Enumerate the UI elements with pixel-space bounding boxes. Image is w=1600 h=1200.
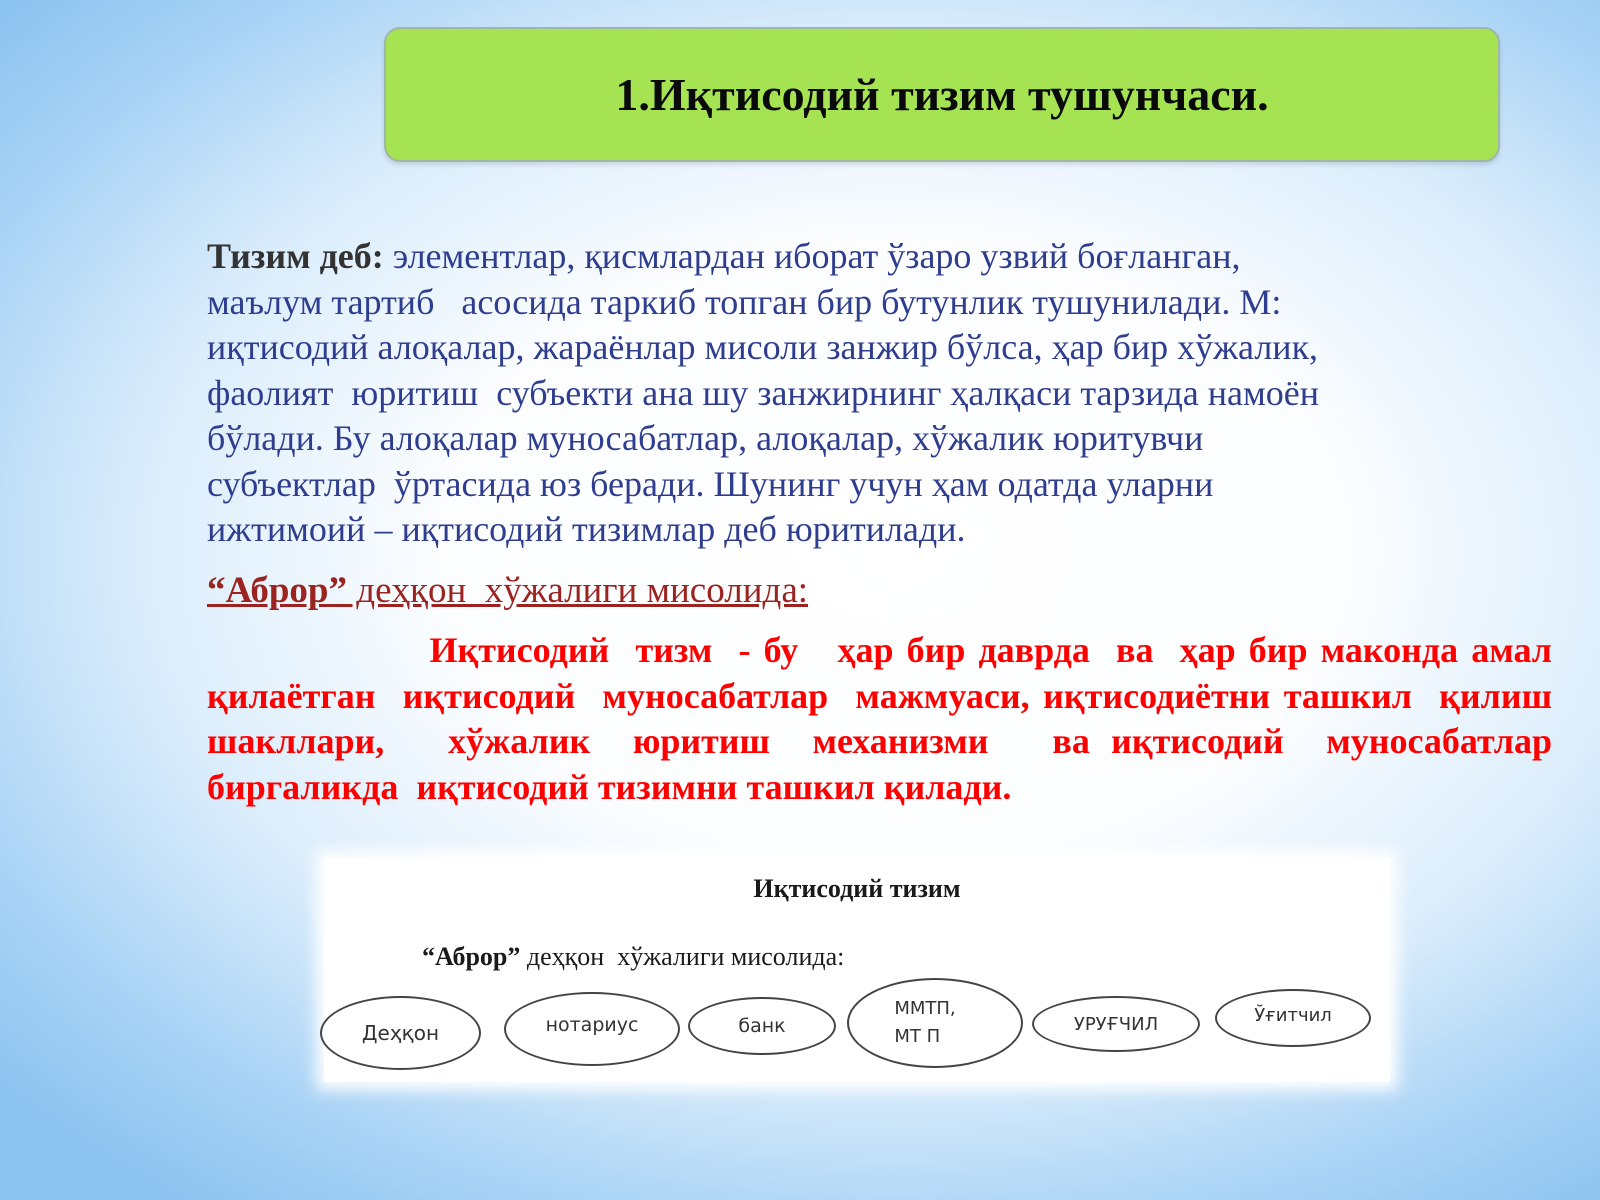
diagram-node-dehqon: Деҳқон: [320, 996, 481, 1070]
diagram-caption: [422, 942, 844, 972]
diagram-caption-rest: деҳқон хўжалиги мисолида:: [520, 942, 845, 971]
economic-system-paragraph: Иқтисодий тизм - бу ҳар бир даврда ва ҳар бир маконда амал қилаётган иқтисодий муносабатлар мажмуаси, иқтисодиётни ташкил қилиш шакллари, хўжалик юритиш механизми ва иқтисодий муносабатлар биргаликда иқтисодий тизимни ташкил қилади.: [207, 630, 1570, 807]
slide-title: 1.Иқтисодий тизим тушунчаси.: [615, 69, 1269, 120]
definition-line: иқтисодий алоқалар, жараёнлар мисоли занжир бўлса, ҳар бир хўжалик,: [207, 327, 1319, 367]
definition-line: субъектлар ўртасида юз беради. Шунинг учун ҳам одатда уларни: [207, 463, 1214, 504]
definition-line: ижтимоий – иқтисодий тизимлар деб юритилади.: [207, 509, 966, 549]
economic-system-diagram: [324, 858, 1390, 1082]
definition-line: бўлади. Бу алоқалар муносабатлар, алоқалар, хўжалик юритувчи: [207, 418, 1204, 458]
definition-line: фаолият юритиш субъекти ана шу занжирнинг ҳалқаси тарзида намоён: [207, 372, 1320, 413]
diagram-title: Иқтисодий тизим: [753, 874, 961, 903]
diagram-node-uruchil: УРУҒЧИЛ: [1032, 996, 1200, 1052]
diagram-caption-name: “Аброр”: [422, 942, 521, 971]
definition-line: элементлар, қисмлардан иборат ўзаро узвий боғланган,: [392, 236, 1241, 276]
diagram-node-notarius: нотариус: [504, 992, 680, 1066]
example-rest: деҳқон хўжалиги мисолида:: [347, 570, 809, 611]
diagram-node-ugitchil: Ўғитчил: [1215, 989, 1371, 1047]
title-banner: [384, 27, 1500, 162]
diagram-node-mmtp: ММТП, МТ П: [847, 978, 1023, 1068]
definition-term: Тизим деб:: [207, 236, 393, 276]
example-heading: [207, 569, 808, 612]
example-name: “Аброр”: [207, 570, 347, 611]
definition-paragraph: [207, 234, 1547, 553]
definition-line: маълум тартиб асосида таркиб топган бир бутунлик тушунилади. М:: [207, 281, 1282, 322]
diagram-node-bank: банк: [688, 997, 836, 1055]
